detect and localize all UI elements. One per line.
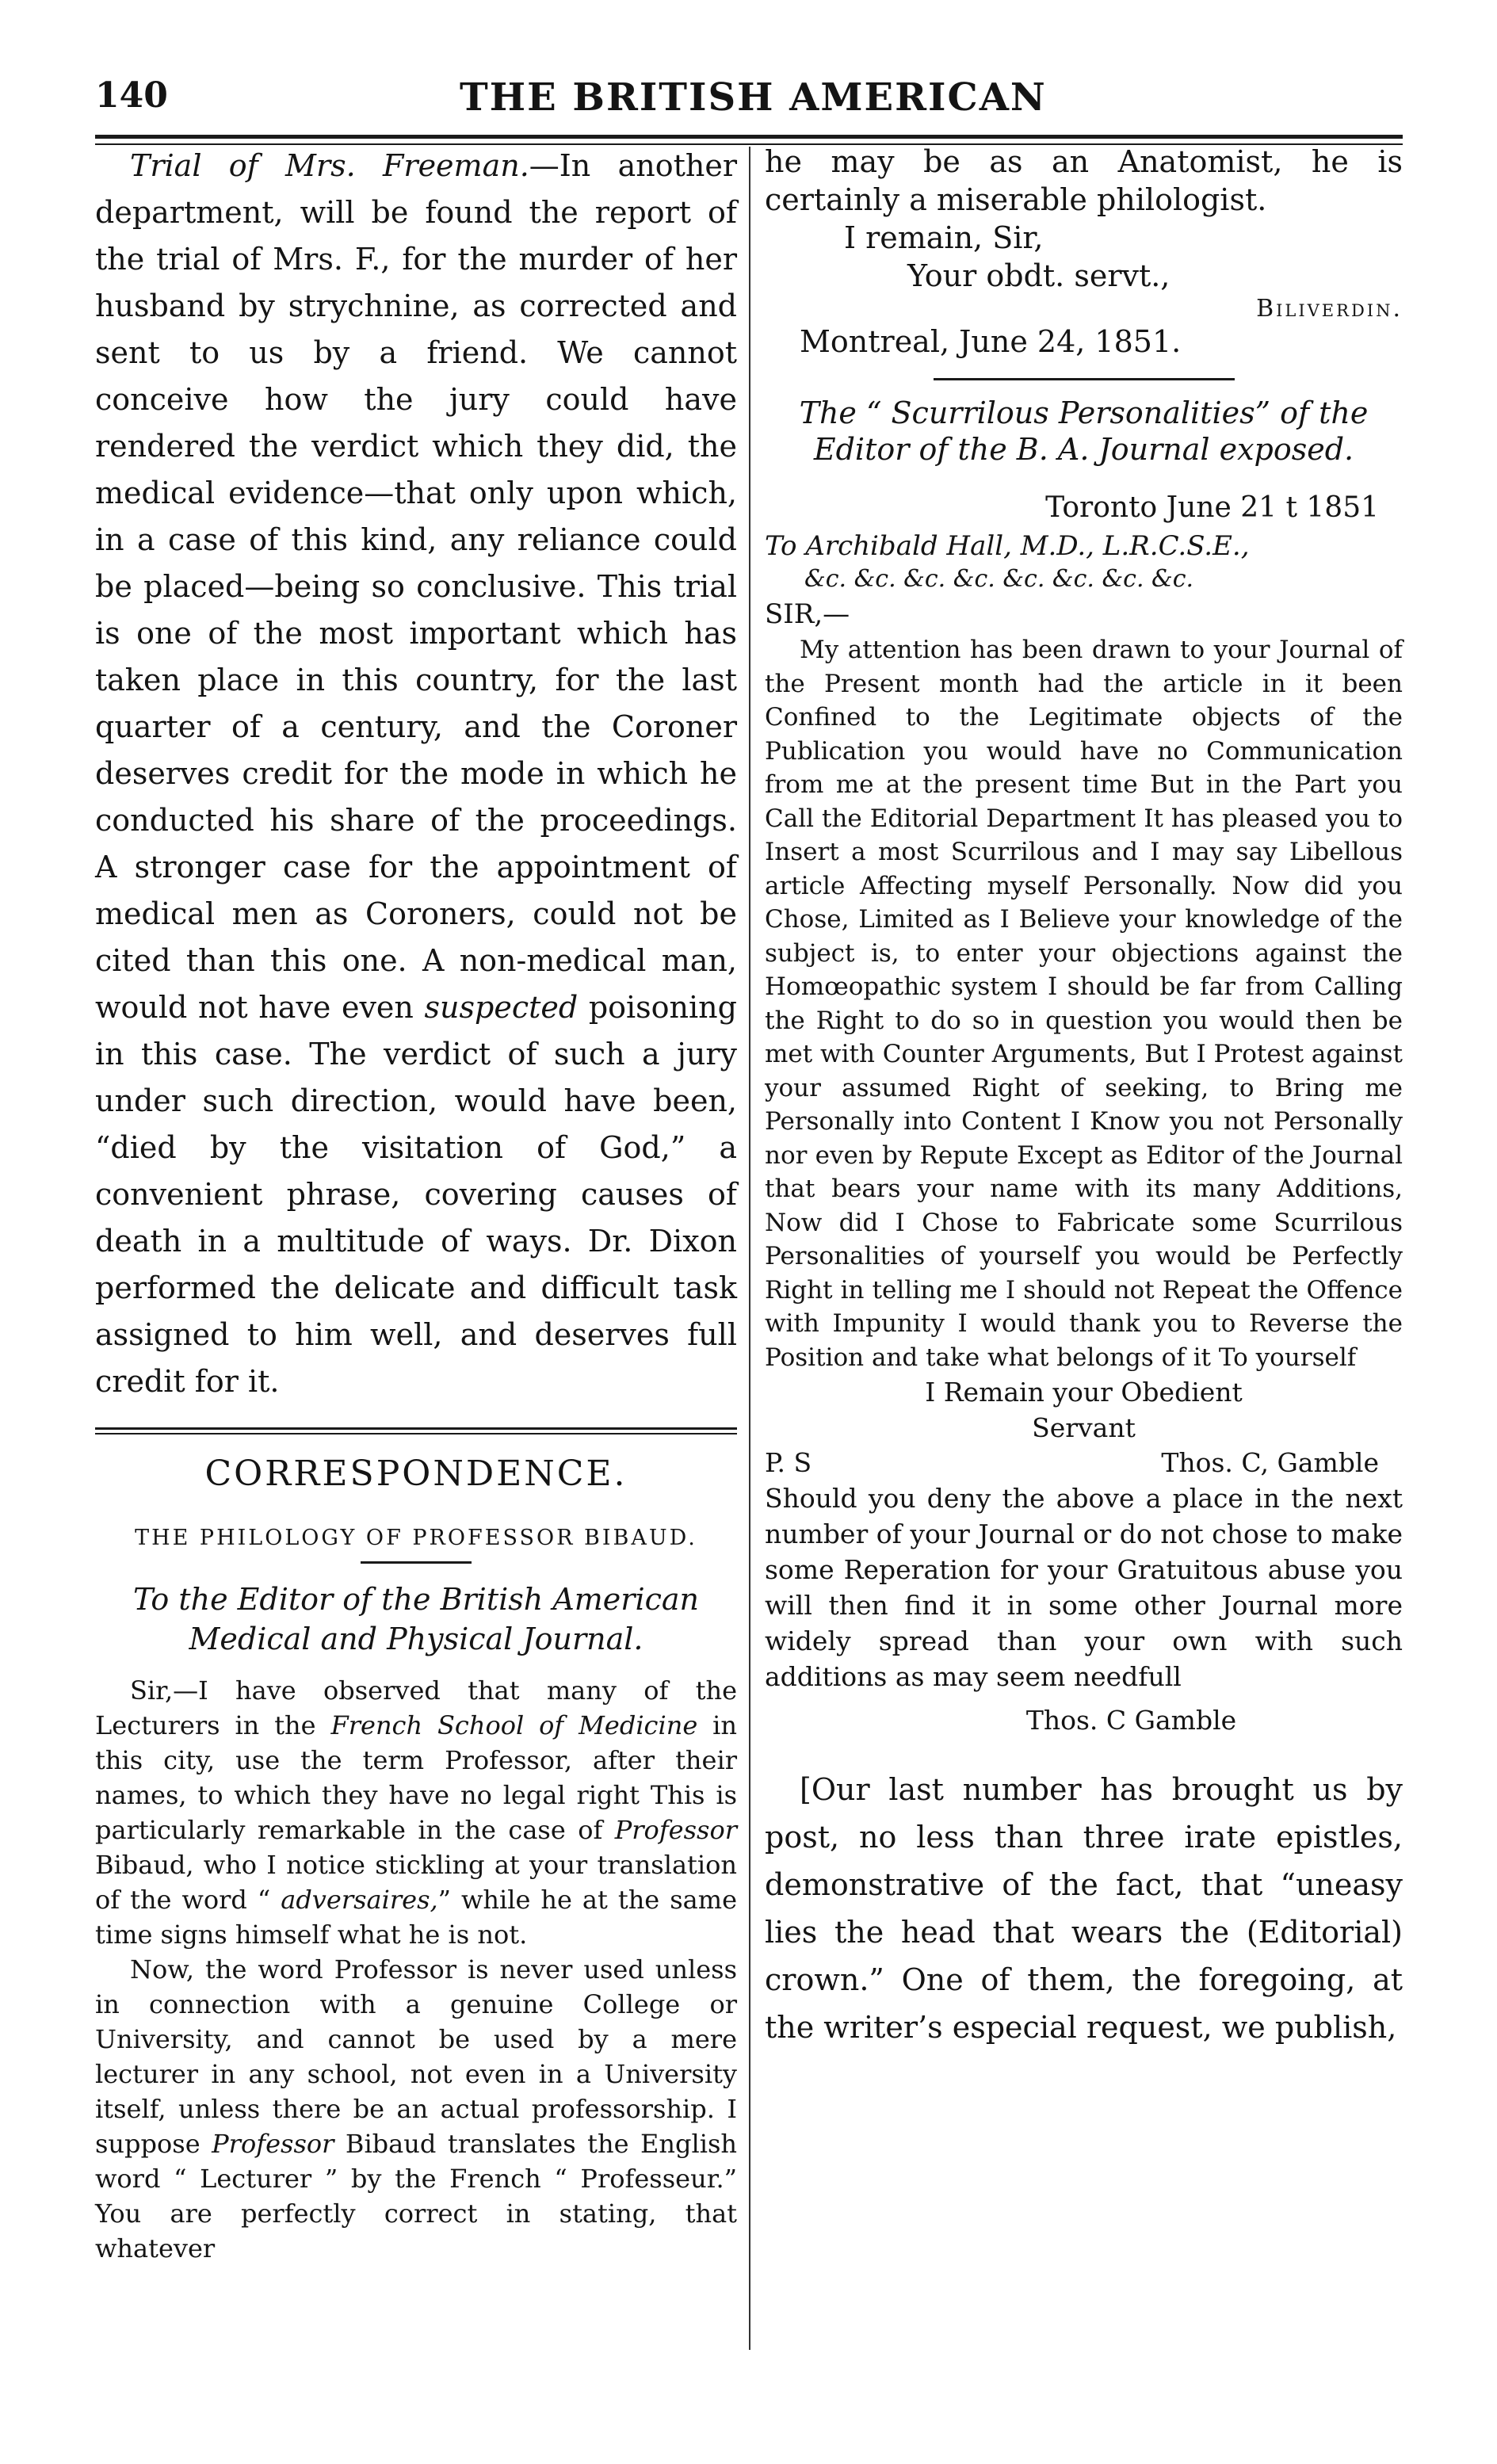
- to-archibald-hall: To Archibald Hall, M.D., L.R.C.S.E.,: [765, 530, 1250, 562]
- editorial-note: [Our last number has brought us by post, no less than three irate epistles, demonstrative of the fact, that “uneasy lies the head that wears the (Editorial) crown.” One of them, the foregoing, at the writer’s especial request, we publish,: [765, 1772, 1403, 2045]
- salutation-sir: SIR,—: [765, 598, 850, 630]
- scurrilous-title-2: Editor of the B. A. Journal exposed.: [813, 432, 1354, 467]
- etc-line: &c. &c. &c. &c. &c. &c. &c. &c.: [804, 565, 1194, 593]
- page-header: [95, 75, 1403, 131]
- letter-p1-c: Bibaud, who I notice stickling at your translation of the word “: [95, 1850, 737, 1915]
- continued-text: he may be as an Anatomist, he is certainly a miserable philologist.: [765, 144, 1403, 217]
- article-rule: [934, 378, 1235, 380]
- letter-paragraph-1: [95, 1673, 737, 1952]
- to-editor-line-1: To the Editor of the British American: [132, 1582, 700, 1617]
- trial-paragraph: [95, 143, 737, 1405]
- letter-paragraph-2: [95, 1952, 737, 2266]
- letter-p2-a: Now, the word Professor is never used unless in connection with a genuine College or University, and cannot be used by a mere lecturer in any school, not even in a University itself, unless there be an actual professorship. I suppose: [95, 1954, 737, 2159]
- trial-suspected: suspected: [424, 990, 579, 1025]
- servant-line: Servant: [1032, 1412, 1136, 1443]
- trial-text-2: poisoning in this case. The verdict of such a jury under such direction, would have been, “died by the visitation of God,” a convenient phrase, covering causes of death in a multitude of ways. Dr. Dixon performed the delicate and difficult task assigned to him well, and deserves full credit for it.: [95, 990, 737, 1399]
- gamble-signature-2: Thos. C Gamble: [1025, 1705, 1237, 1736]
- letter-p2-prof: Professor: [212, 2129, 334, 2159]
- short-rule: [361, 1561, 472, 1564]
- to-editor-line-2: Medical and Physical Journal.: [189, 1622, 643, 1656]
- right-column: [765, 143, 1403, 2051]
- gamble-letter: My attention has been drawn to your Journal of the Present month had the article in it been Confined to the Legitimate objects of the Publication you would have no Communication from me at the present time But in the Part you Call the Editorial Department It has pleased you to Insert a most Scurrilous and I may say Libellous article Affecting myself Personally. Now did you Chose, Limited as I Believe your knowledge of the subject is, to enter your objections against the Homœopathic system I should be far from Calling the Right to do so in question you would then be met with Counter Arguments, But I Protest against your assumed Right of seeking, to Bring me Personally into Content I Know you not Personally nor even by Repute Except as Editor of the Journal that bears your name with its many Additions, Now did I Chose to Fabricate some Scurrilous Personalities of yourself you would be Perfectly Right in telling me I should not Repeat the Offence with Impunity I would thank you to Reverse the Position and take what belongs of it To yourself: [765, 636, 1403, 1372]
- letter-p1-adv: adversaires,: [281, 1885, 438, 1915]
- toronto-dateline: Toronto June 21 t 1851: [1045, 491, 1379, 524]
- closing-servant: Your obdt. servt.,: [907, 258, 1170, 293]
- ps-text: Should you deny the above a place in the next number of your Journal or do not chose to make some Reperation for your Gratuitous abuse you will then find it in some other Journal more widely spread than your own with such additions as may seem needfull: [765, 1483, 1403, 1692]
- column-divider: [749, 147, 750, 2350]
- letter-p1-prof: Professor: [614, 1815, 737, 1845]
- signature-biliverdin: Biliverdin.: [1256, 295, 1403, 323]
- running-head: THE BRITISH AMERICAN: [460, 75, 1047, 120]
- header-rule: [95, 135, 1403, 139]
- closing-remain: I remain, Sir,: [844, 220, 1044, 255]
- philology-heading: THE PHILOLOGY OF PROFESSOR BIBAUD.: [135, 1526, 697, 1550]
- page-number: 140: [95, 75, 168, 116]
- letter-p1-d: ” while he at the same time signs himself what he is not.: [95, 1885, 738, 1950]
- trial-text: —In another department, will be found the report of the trial of Mrs. F., for the murder of her husband by strychnine, as corrected and sent to us by a friend. We cannot conceive how the jury could have rendered the verdict which they did, the medical evidence—that only upon which, in a case of this kind, any reliance could be placed—being so conclusive. This trial is one of the most important which has taken place in this country, for the last quarter of a century, and the Coroner deserves credit for the mode in which he conducted his share of the proceedings. A stronger case for the appointment of medical men as Coroners, could not be cited than this one. A non-medical man, would not have even: [95, 148, 738, 1025]
- dateline-montreal: Montreal, June 24, 1851.: [800, 324, 1182, 359]
- left-column: [95, 143, 737, 2266]
- letter-p1-b: in this city, use the term Professor, after their names, to which they have no legal right This is particularly remarkable in the case of: [95, 1710, 737, 1845]
- remain-obedient: I Remain your Obedient: [925, 1377, 1243, 1408]
- ps-label: P. S: [765, 1447, 812, 1478]
- ps-signature-row: [765, 1446, 1403, 1480]
- section-rule: [95, 1427, 737, 1430]
- trial-title: Trial of Mrs. Freeman.: [130, 148, 529, 183]
- letter-p1-a: Sir,—I have observed that many of the Lecturers in the: [95, 1675, 737, 1740]
- gamble-signature: Thos. C, Gamble: [1161, 1447, 1379, 1478]
- correspondence-heading: CORRESPONDENCE.: [204, 1454, 628, 1494]
- letter-p2-b: Bibaud translates the English word “ Lecturer ” by the French “ Professeur.” You are perfectly correct in stating, that whatever: [95, 2129, 738, 2263]
- scurrilous-title-1: The “ Scurrilous Personalities” of the: [799, 395, 1369, 430]
- letter-p1-school: French School of Medicine: [330, 1710, 698, 1740]
- section-rule-thin: [95, 1433, 737, 1434]
